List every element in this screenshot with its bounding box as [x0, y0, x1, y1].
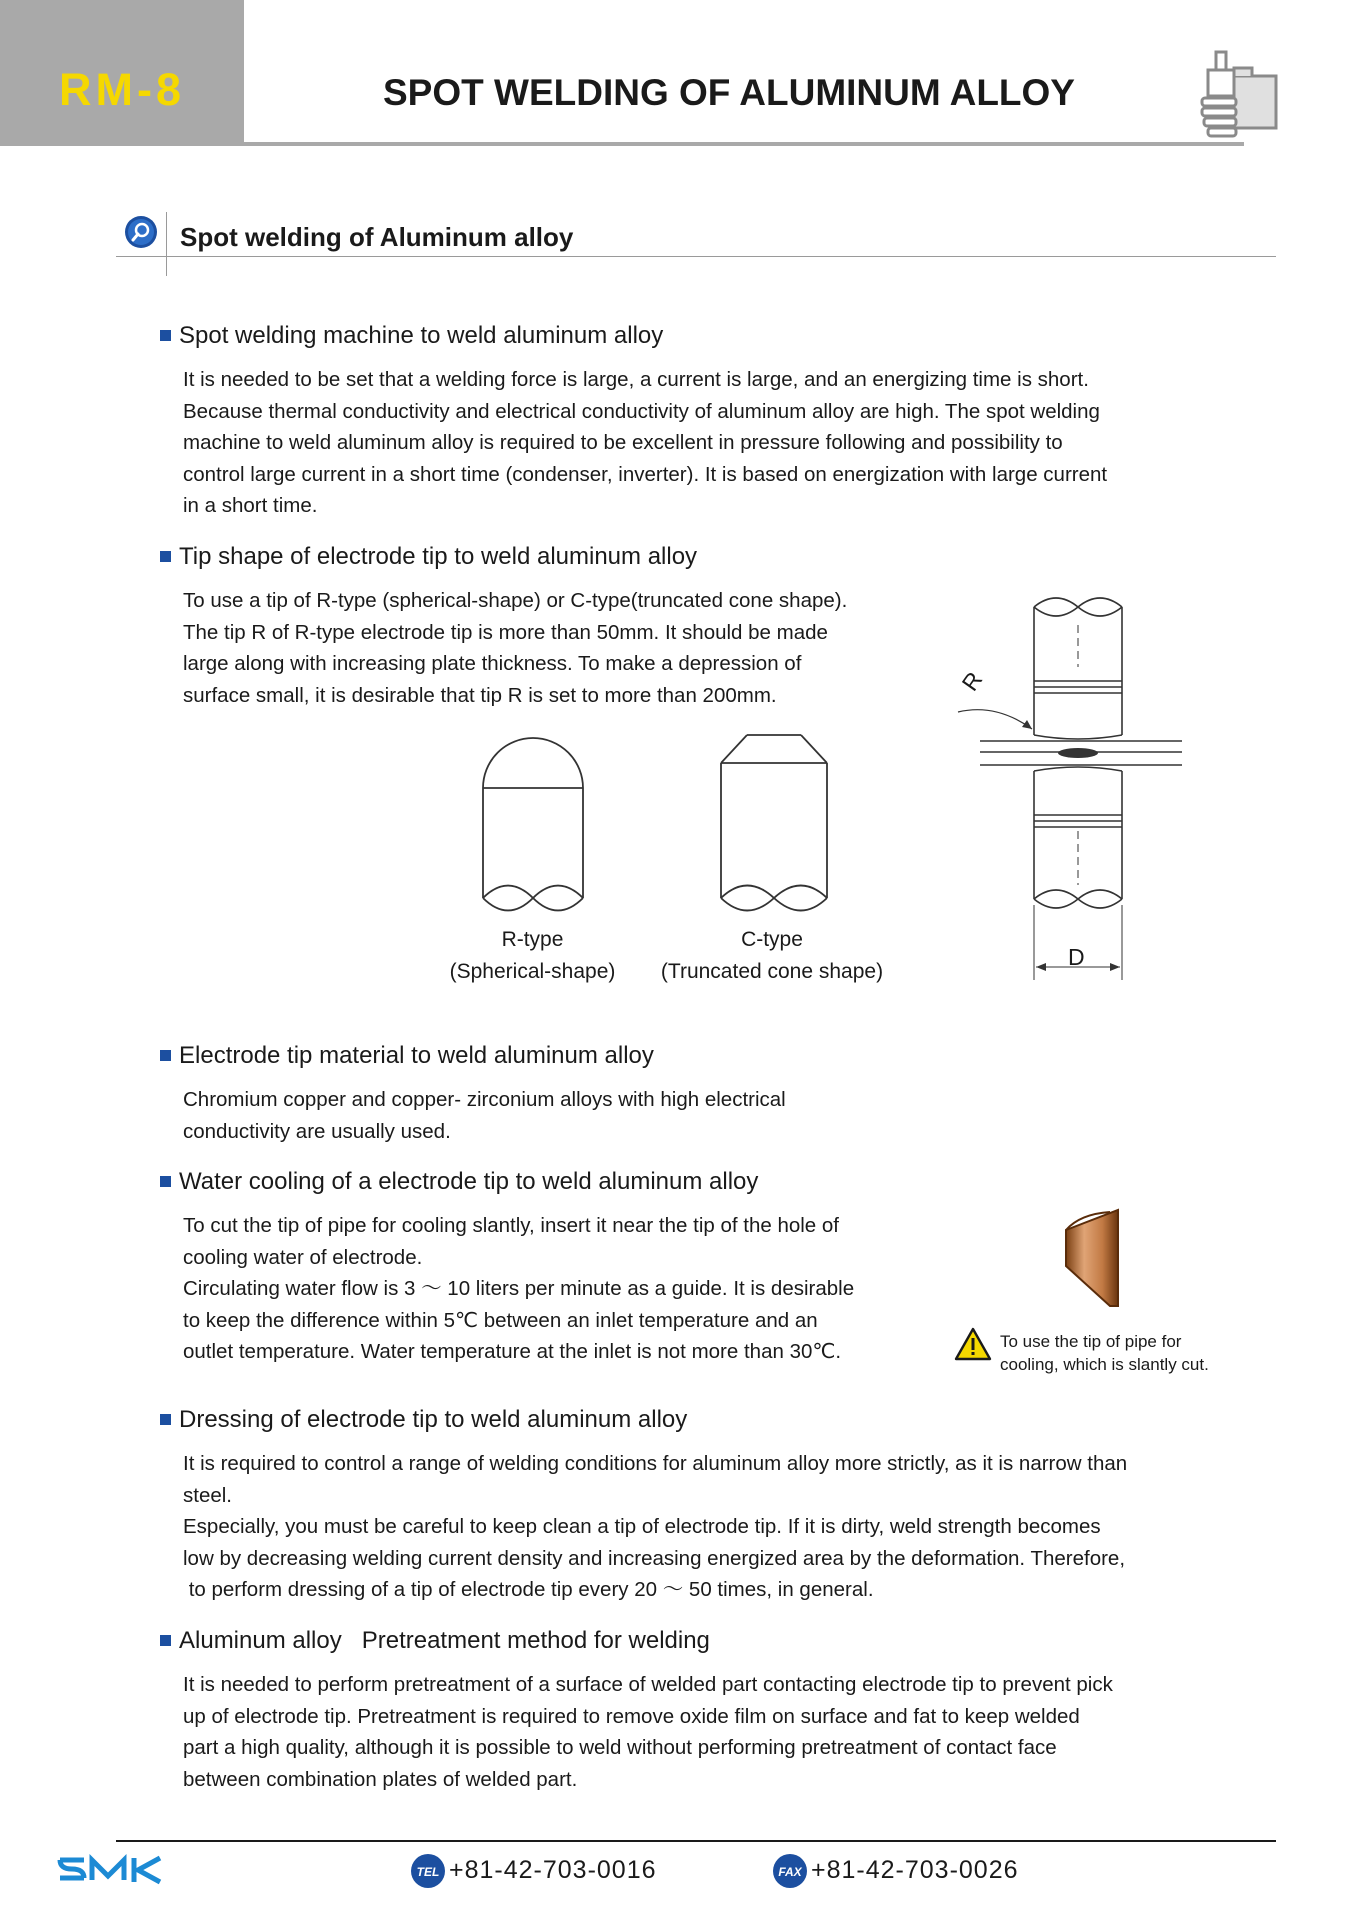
text-line: To cut the tip of pipe for cooling slantly, insert it near the tip of the hole of [183, 1214, 839, 1237]
text-line: to perform dressing of a tip of electrode tip every 20 〜 50 times, in general. [183, 1578, 874, 1601]
text-line: Chromium copper and copper- zirconium alloys with high electrical [183, 1088, 786, 1111]
pipe-note [1000, 1330, 1209, 1376]
r-type-label: R-type [501, 928, 564, 951]
text-line: The tip R of R-type electrode tip is more than 50mm. It should be made [183, 620, 828, 644]
paragraph [183, 1210, 854, 1368]
footer-divider [116, 1840, 1276, 1842]
r-type-description: (Spherical-shape) [449, 960, 616, 983]
paragraph [183, 585, 847, 711]
text-line: Circulating water flow is 3 〜 10 liters per minute as a guide. It is desirable [183, 1277, 855, 1300]
hand-pointing-icon [1196, 48, 1282, 148]
text-line: Because thermal conductivity and electrical conductivity of aluminum alloy are high. The spot welding [183, 399, 1100, 423]
text-line: up of electrode tip. Pretreatment is required to remove oxide film on surface and fat to keep welded [183, 1704, 1080, 1728]
page-title: SPOT WELDING OF ALUMINUM ALLOY [383, 72, 1075, 113]
text-line: low by decreasing welding current density and increasing energized area by the deformation. Therefore, [183, 1546, 1126, 1570]
paragraph [183, 364, 1107, 522]
c-type-electrode-diagram [717, 733, 831, 913]
bullet-square-icon [160, 551, 171, 562]
bullet-heading: Tip shape of electrode tip to weld aluminum alloy [160, 543, 697, 571]
text-line: To use the tip of pipe for [1000, 1332, 1182, 1351]
section-divider [116, 256, 1276, 257]
text-line: steel. [183, 1483, 232, 1507]
bullet-square-icon [160, 1050, 171, 1061]
bullet-heading: Spot welding machine to weld aluminum alloy [160, 322, 663, 350]
bullet-heading: Dressing of electrode tip to weld aluminum alloy [160, 1406, 687, 1434]
text-line: outlet temperature. Water temperature at the inlet is not more than 30℃. [183, 1340, 842, 1363]
text-line: surface small, it is desirable that tip R is set to more than 200mm. [183, 683, 777, 707]
text-line: part a high quality, although it is possible to weld without performing pretreatment of contact face [183, 1736, 1057, 1759]
bullet-heading: Water cooling of a electrode tip to weld aluminum alloy [160, 1168, 758, 1196]
paragraph [183, 1669, 1113, 1795]
text-line: It is required to control a range of welding conditions for aluminum alloy more strictly, as it is narrow than [183, 1452, 1128, 1475]
text-line: It is needed to be set that a welding force is large, a current is large, and an energizing time is short. [183, 368, 1089, 391]
text-line: It is needed to perform pretreatment of a surface of welded part contacting electrode tip to prevent pick [183, 1673, 1113, 1696]
electrode-assembly-diagram [946, 595, 1198, 1000]
paragraph [183, 1448, 1127, 1606]
bullet-square-icon [160, 1635, 171, 1646]
text-line: conductivity are usually used. [183, 1119, 451, 1143]
magnifier-icon [124, 215, 158, 249]
paragraph [183, 1084, 786, 1147]
smk-logo [56, 1852, 164, 1886]
svg-text:TEL: TEL [416, 1865, 440, 1879]
header-divider [244, 142, 1244, 146]
text-line: machine to weld aluminum alloy is required to be excellent in pressure following and possibility to [183, 431, 1063, 454]
bullet-heading: Aluminum alloy Pretreatment method for welding [160, 1627, 710, 1655]
text-line: to keep the difference within 5℃ between an inlet temperature and an [183, 1308, 818, 1332]
fax-number: +81-42-703-0026 [811, 1856, 1019, 1884]
text-line: To use a tip of R-type (spherical-shape) or C-type(truncated cone shape). [183, 589, 848, 612]
bullet-square-icon [160, 1414, 171, 1425]
svg-text:FAX: FAX [778, 1865, 802, 1879]
text-line: cooling water of electrode. [183, 1245, 423, 1269]
radius-label: R [956, 666, 988, 696]
cooling-pipe-diagram [1060, 1206, 1126, 1310]
c-type-description: (Truncated cone shape) [660, 960, 884, 983]
bullet-heading: Electrode tip material to weld aluminum alloy [160, 1042, 654, 1070]
section-title: Spot welding of Aluminum alloy [180, 222, 574, 252]
text-line: large along with increasing plate thickness. To make a depression of [183, 652, 802, 675]
bullet-square-icon [160, 1176, 171, 1187]
page-code: RM-8 [59, 64, 185, 115]
c-type-label: C-type [741, 928, 803, 951]
r-type-electrode-diagram [476, 733, 590, 913]
tel-number: +81-42-703-0016 [449, 1856, 657, 1884]
bullet-square-icon [160, 330, 171, 341]
warning-icon [954, 1327, 992, 1361]
text-line: in a short time. [183, 494, 318, 517]
fax-icon [772, 1853, 808, 1889]
text-line: control large current in a short time (condenser, inverter). It is based on energization with large current [183, 462, 1108, 486]
tel-icon [410, 1853, 446, 1889]
text-line: between combination plates of welded part. [183, 1767, 578, 1791]
text-line: cooling, which is slantly cut. [1000, 1355, 1209, 1374]
section-divider-vertical [166, 212, 167, 276]
diameter-label: D [1068, 944, 1085, 970]
text-line: Especially, you must be careful to keep clean a tip of electrode tip. If it is dirty, weld strength becomes [183, 1515, 1101, 1538]
